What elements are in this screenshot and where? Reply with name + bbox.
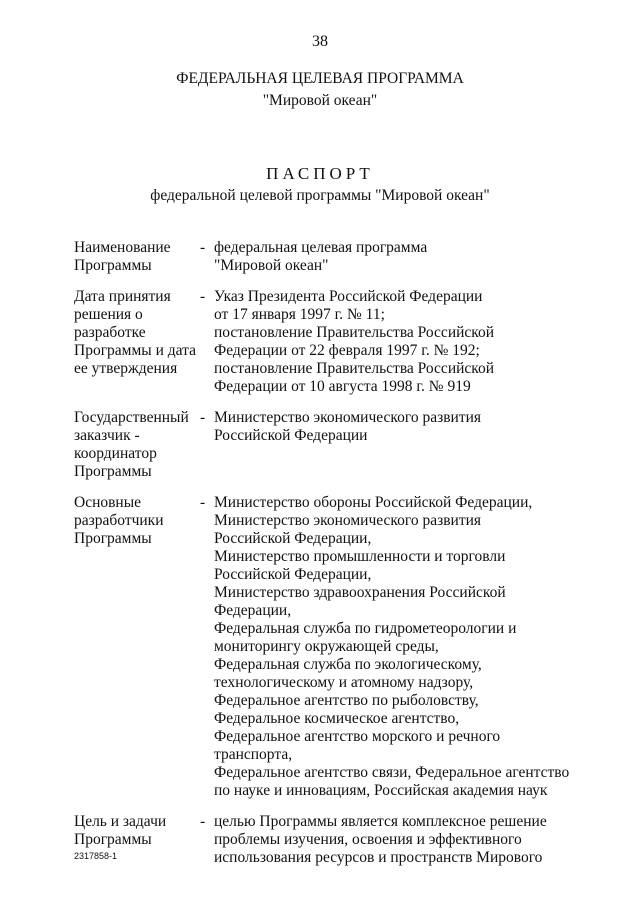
row-value bbox=[214, 409, 574, 481]
row-value-line: Федеральная служба по гидрометеорологии и bbox=[214, 620, 517, 637]
row-label-line: Программы bbox=[74, 530, 152, 547]
row-label-line: координатор bbox=[74, 445, 157, 462]
row-label-line: решения о bbox=[74, 306, 143, 323]
row-value-line: по науке и инновациям, Российская академия наук bbox=[214, 782, 548, 799]
row-value-line: технологическому и атомному надзору, bbox=[214, 674, 474, 691]
row-value-line: использования ресурсов и пространств Мирового bbox=[214, 849, 543, 866]
passport-row bbox=[74, 409, 574, 481]
program-title-line: ФЕДЕРАЛЬНАЯ ЦЕЛЕВАЯ ПРОГРАММА bbox=[176, 70, 464, 87]
passport-row bbox=[74, 288, 574, 396]
row-label-line: Программы bbox=[74, 257, 152, 274]
row-value-line: Федеральное агентство морского и речного bbox=[214, 728, 501, 745]
row-label-line: Цель и задачи bbox=[74, 813, 167, 830]
row-label-line: Наименование bbox=[74, 239, 171, 256]
program-title-line: "Мировой океан" bbox=[262, 92, 378, 109]
row-dash: - bbox=[200, 494, 206, 511]
row-dash: - bbox=[200, 409, 206, 426]
passport-title: ПАСПОРТ bbox=[266, 164, 374, 183]
row-label bbox=[74, 409, 200, 481]
row-dash: - bbox=[200, 813, 206, 830]
row-dash: - bbox=[200, 288, 206, 305]
row-value-line: проблемы изучения, освоения и эффективного bbox=[214, 831, 522, 848]
row-label-line: заказчик - bbox=[74, 427, 140, 444]
passport-subtitle: федеральной целевой программы "Мировой океан" bbox=[150, 187, 490, 204]
row-value bbox=[214, 288, 574, 396]
row-label-line: Основные bbox=[74, 494, 142, 511]
row-label bbox=[74, 239, 200, 275]
row-label-line: разработчики bbox=[74, 512, 164, 529]
passport-row bbox=[74, 494, 574, 800]
footer-code: 2317858-1 bbox=[74, 851, 118, 861]
row-value bbox=[214, 813, 574, 867]
row-value-line: мониторингу окружающей среды, bbox=[214, 638, 439, 655]
row-value-line: Российской Федерации, bbox=[214, 566, 372, 583]
passport-table bbox=[74, 239, 574, 880]
row-value-line: от 17 января 1997 г. № 11; bbox=[214, 306, 385, 323]
row-value-line: Федерации, bbox=[214, 602, 292, 619]
row-value-line: Федеральная служба по экологическому, bbox=[214, 656, 482, 673]
row-value-line: Федеральное агентство по рыболовству, bbox=[214, 692, 479, 709]
row-label-line: ее утверждения bbox=[74, 360, 178, 377]
row-value-line: Федеральное космическое агентство, bbox=[214, 710, 460, 727]
row-value-line: транспорта, bbox=[214, 746, 293, 763]
page-number: 38 bbox=[312, 33, 328, 50]
row-value-line: "Мировой океан" bbox=[214, 257, 329, 274]
row-value bbox=[214, 494, 574, 800]
row-value-line: Министерство обороны Российской Федерации, bbox=[214, 494, 533, 511]
row-value-line: постановление Правительства Российской bbox=[214, 360, 495, 377]
row-label bbox=[74, 288, 200, 396]
row-value-line: Федеральное агентство связи, Федеральное агентство bbox=[214, 764, 570, 781]
row-value-line: целью Программы является комплексное решение bbox=[214, 813, 547, 830]
row-label-line: Программы и дата bbox=[74, 342, 196, 359]
row-value-line: Министерство здравоохранения Российской bbox=[214, 584, 506, 601]
row-value-line: Российской Федерации bbox=[214, 427, 368, 444]
program-title bbox=[0, 68, 640, 112]
row-label-line: Государственный bbox=[74, 409, 189, 426]
row-value-line: Российской Федерации, bbox=[214, 530, 372, 547]
row-label-line: разработке bbox=[74, 324, 146, 341]
row-value-line: Министерство экономического развития bbox=[214, 512, 482, 529]
passport-row bbox=[74, 813, 574, 867]
row-value-line: постановление Правительства Российской bbox=[214, 324, 495, 341]
row-dash: - bbox=[200, 239, 206, 256]
row-value-line: Министерство экономического развития bbox=[214, 409, 482, 426]
passport-row bbox=[74, 239, 574, 275]
row-value-line: Федерации от 22 февраля 1997 г. № 192; bbox=[214, 342, 480, 359]
row-label bbox=[74, 494, 200, 800]
row-label-line: Дата принятия bbox=[74, 288, 171, 305]
row-value-line: федеральная целевая программа bbox=[214, 239, 428, 256]
row-label-line: Программы bbox=[74, 831, 152, 848]
row-value-line: Министерство промышленности и торговли bbox=[214, 548, 506, 565]
row-value bbox=[214, 239, 574, 275]
row-value-line: Указ Президента Российской Федерации bbox=[214, 288, 483, 305]
row-value-line: Федерации от 10 августа 1998 г. № 919 bbox=[214, 378, 471, 395]
row-label-line: Программы bbox=[74, 463, 152, 480]
